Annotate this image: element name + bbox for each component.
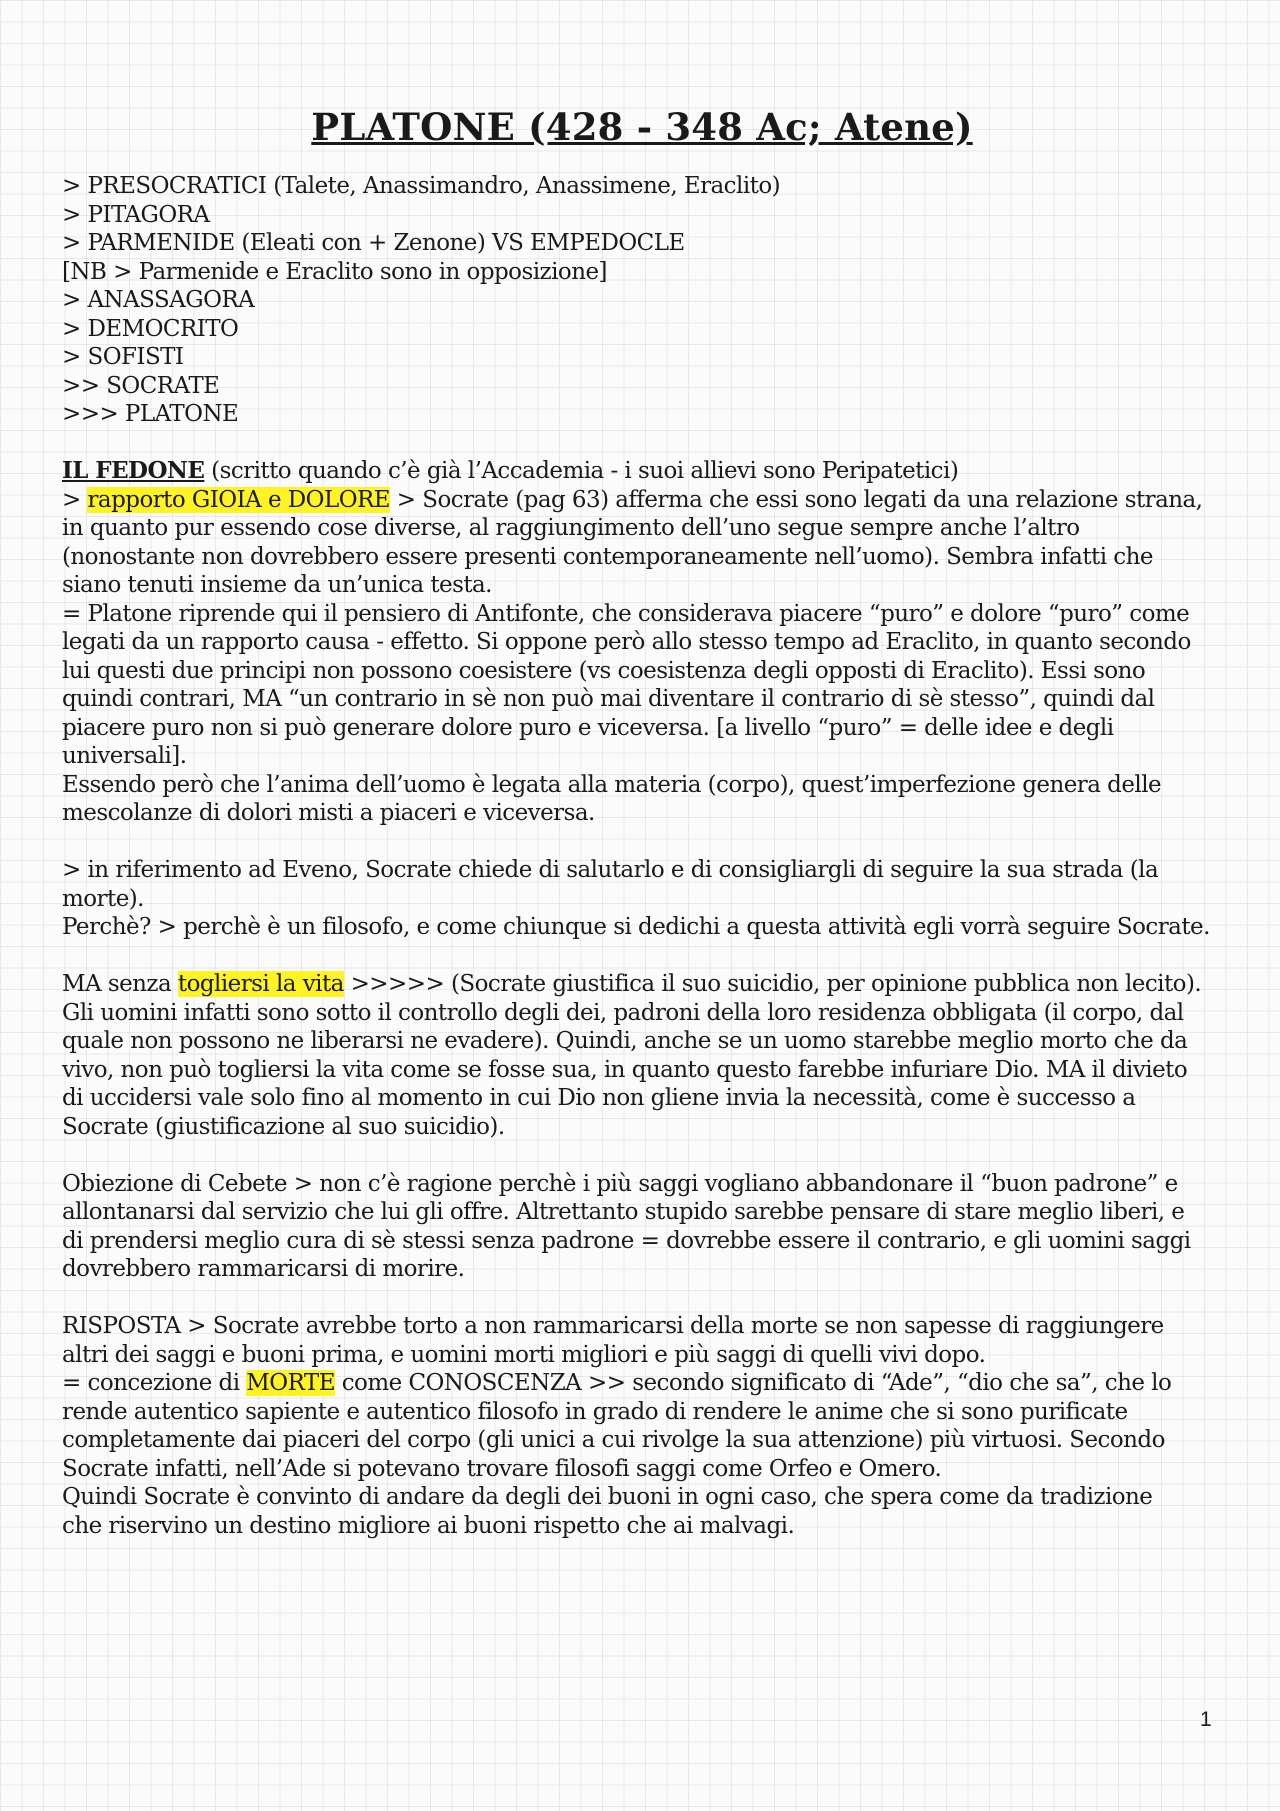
text-line: che riservino un destino migliore ai buoni rispetto che ai malvagi.	[62, 1512, 795, 1539]
text-line: rende autentico sapiente e autentico filosofo in grado di rendere le anime che si sono purificate	[62, 1398, 1128, 1425]
text-fragment: > Socrate (pag 63) afferma che essi sono legati da una relazione strana,	[390, 486, 1203, 513]
text-fragment: >	[62, 486, 88, 513]
text-line: quale non possono ne liberarsi ne evadere). Quindi, anche se un uomo starebbe meglio morto che da	[62, 1028, 1188, 1054]
text-line: RISPOSTA > Socrate avrebbe torto a non rammaricarsi della morte se non sapesse di raggiungere	[62, 1313, 1164, 1339]
text-line: Socrate infatti, nell’Ade si potevano trovare filosofi saggi come Orfeo e Omero.	[62, 1455, 942, 1482]
text-line: dovrebbero rammaricarsi di morire.	[62, 1256, 465, 1282]
text-line: quindi contrari, MA “un contrario in sè non può mai diventare il contrario di sè stesso”, quindi dal	[62, 686, 1155, 712]
list-item: > DEMOCRITO	[62, 315, 239, 342]
text-line: siano tenuti insieme da un’unica testa.	[62, 572, 492, 598]
text-fragment: = concezione di	[62, 1370, 247, 1396]
text-fragment: MA senza	[62, 971, 178, 997]
text-line: mescolanze di dolori misti a piaceri e viceversa.	[62, 800, 595, 826]
text-line: Gli uomini infatti sono sotto il controllo degli dei, padroni della loro residenza obbligata (il corpo, dal	[62, 999, 1184, 1026]
paragraph-gap	[62, 1141, 1222, 1170]
text-line: Essendo però che l’anima dell’uomo è legata alla materia (corpo), quest’imperfezione genera delle	[62, 771, 1162, 798]
text-line: Socrate (giustificazione al suo suicidio).	[62, 1113, 505, 1140]
text-line: piacere puro non si può generare dolore puro e viceversa. [a livello “puro” = delle idee e degli	[62, 714, 1114, 741]
text-fragment: >>>>> (Socrate giustifica il suo suicidio, per opinione pubblica non lecito).	[343, 971, 1202, 997]
list-item: >> SOCRATE	[62, 372, 220, 399]
cebete-paragraph	[62, 1170, 1222, 1284]
list-item: [NB > Parmenide e Eraclito sono in opposizione]	[62, 258, 607, 285]
fedone-p1-line	[62, 486, 1222, 515]
text-line: (nonostante non dovrebbero essere presenti contemporaneamente nell’uomo). Sembra infatti che	[62, 543, 1153, 570]
text-line: altri dei saggi e buoni prima, e uomini morti migliori e più saggi di quelli vivi dopo.	[62, 1341, 986, 1368]
paragraph-gap	[62, 1284, 1222, 1313]
text-line: morte).	[62, 885, 144, 912]
page-title: PLATONE (428 - 348 Ac; Atene)	[311, 105, 973, 149]
highlight-mark: MORTE	[246, 1370, 335, 1396]
text-line: Quindi Socrate è convinto di andare da degli dei buoni in ogni caso, che spera come da tradizione	[62, 1484, 1153, 1510]
text-line: > in riferimento ad Eveno, Socrate chiede di salutarlo e di consigliargli di seguire la sua strada (la	[62, 857, 1159, 883]
highlight-mark: rapporto GIOIA e DOLORE	[87, 486, 391, 513]
section-heading-note: (scritto quando c’è già l’Accademia - i suoi allievi sono Peripatetici)	[204, 458, 959, 484]
text-line: Perchè? > perchè è un filosofo, e come chiunque si dedichi a questa attività egli vorrà seguire Socrate.	[62, 914, 1210, 940]
text-line: vivo, non può togliersi la vita come se fosse sua, in quanto questo farebbe infuriare Dio. MA il divieto	[62, 1056, 1188, 1083]
text-line: lui questi due principi non possono coesistere (vs coesistenza degli opposti di Eraclito). Essi sono	[62, 657, 1146, 684]
paragraph-gap	[62, 942, 1222, 971]
risposta-paragraph	[62, 1312, 1222, 1540]
list-item: > PITAGORA	[62, 201, 210, 228]
page-number: 1	[1200, 1708, 1212, 1731]
fedone-section	[62, 457, 1222, 828]
text-line: universali].	[62, 743, 187, 769]
morte-line	[62, 1369, 1222, 1398]
text-line: in quanto pur essendo cose diverse, al raggiungimento dell’uno segue sempre anche l’altro	[62, 515, 1080, 541]
suicidio-first-line	[62, 970, 1222, 999]
list-item: > PRESOCRATICI (Talete, Anassimandro, Anassimene, Eraclito)	[62, 173, 781, 199]
philosophers-list	[62, 172, 1222, 429]
eveno-paragraph	[62, 856, 1222, 942]
text-line: di prendersi meglio cura di sè stessi senza padrone = dovrebbe essere il contrario, e gli uomini saggi	[62, 1227, 1191, 1254]
paragraph-gap	[62, 828, 1222, 857]
text-line: allontanarsi dal servizio che lui gli offre. Altrettanto stupido sarebbe pensare di stare meglio liberi, e	[62, 1199, 1185, 1225]
text-fragment: come CONOSCENZA >> secondo significato di “Ade”, “dio che sa”, che lo	[334, 1370, 1172, 1396]
list-item: >>> PLATONE	[62, 401, 239, 427]
highlight-mark: togliersi la vita	[177, 971, 344, 997]
list-item: > PARMENIDE (Eleati con + Zenone) VS EMPEDOCLE	[62, 230, 685, 256]
paragraph-gap	[62, 429, 1222, 458]
fedone-heading-line	[62, 457, 1222, 486]
text-line: completamente dai piaceri del corpo (gli unici a cui rivolge la sua attenzione) più virtuosi. Secondo	[62, 1427, 1165, 1453]
text-line: = Platone riprende qui il pensiero di Antifonte, che considerava piacere “puro” e dolore “puro” come	[62, 600, 1190, 627]
text-line: legati da un rapporto causa - effetto. Si oppone però allo stesso tempo ad Eraclito, in quanto secondo	[62, 629, 1191, 655]
text-line: di uccidersi vale solo fino al momento in cui Dio non gliene invia la necessità, come è successo a	[62, 1085, 1136, 1111]
section-heading: IL FEDONE	[62, 457, 205, 484]
suicidio-paragraph	[62, 970, 1222, 1141]
list-item: > SOFISTI	[62, 344, 184, 370]
document-body	[62, 172, 1222, 1540]
list-item: > ANASSAGORA	[62, 287, 255, 313]
document-page	[62, 100, 1222, 1540]
text-line: Obiezione di Cebete > non c’è ragione perchè i più saggi vogliano abbandonare il “buon padrone” e	[62, 1170, 1178, 1197]
